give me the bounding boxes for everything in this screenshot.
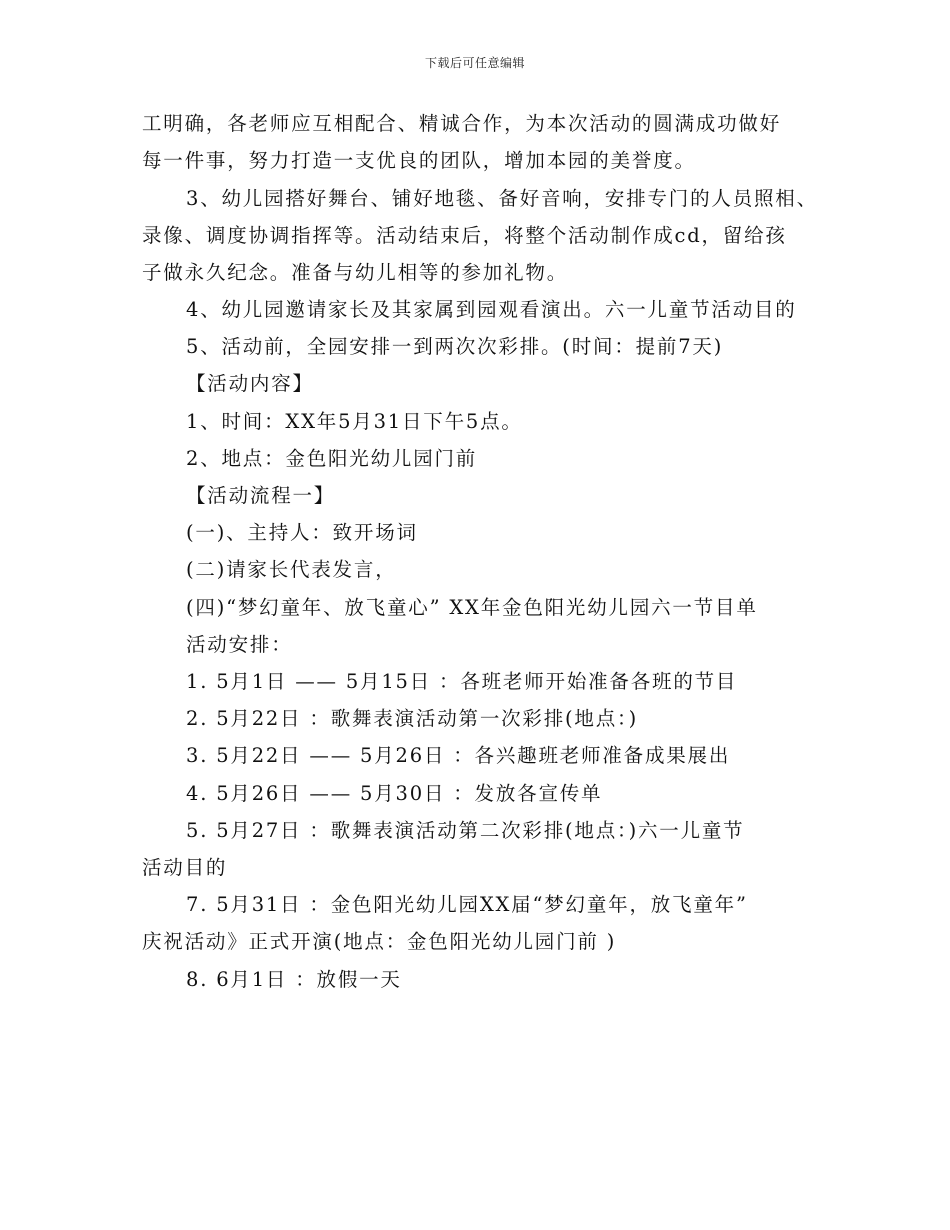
paragraph-line: 4、幼儿园邀请家长及其家属到园观看演出。六一儿童节活动目的 [186, 298, 797, 321]
paragraph-line: (四)“梦幻童年、放飞童心” XX年金色阳光幼儿园六一节目单 [186, 596, 758, 619]
paragraph-line: 庆祝活动》正式开演(地点：金色阳光幼儿园门前 ) [142, 930, 617, 953]
paragraph-line: 5、活动前，全园安排一到两次次彩排。(时间：提前7天) [186, 335, 724, 358]
schedule-item: 1. 5月1日 —— 5月15日 ：各班老师开始准备各班的节目 [186, 670, 738, 693]
section-heading: 【活动流程一】 [186, 484, 336, 507]
paragraph-line: 工明确，各老师应互相配合、精诚合作，为本次活动的圆满成功做好 [142, 112, 782, 135]
schedule-item: 3. 5月22日 —— 5月26日 ：各兴趣班老师准备成果展出 [186, 744, 731, 767]
paragraph-line: 子做永久纪念。准备与幼儿相等的参加礼物。 [142, 261, 569, 284]
schedule-item: 4. 5月26日 —— 5月30日 ：发放各宣传单 [186, 782, 603, 805]
paragraph-line: (二)请家长代表发言， [186, 558, 397, 581]
section-heading: 【活动内容】 [186, 372, 314, 395]
paragraph-line: 活动安排： [186, 633, 293, 656]
schedule-item: 5. 5月27日 ：歌舞表演活动第二次彩排(地点：)六一儿童节 [186, 819, 745, 842]
schedule-item: 8. 6月1日 ：放假一天 [186, 968, 402, 991]
schedule-item: 7. 5月31日 ：金色阳光幼儿园XX届“梦幻童年，放飞童年” [186, 893, 748, 916]
schedule-item: 2. 5月22日 ：歌舞表演活动第一次彩排(地点：) [186, 707, 638, 730]
page-header-note: 下载后可任意编辑 [424, 56, 525, 70]
paragraph-line: 活动目的 [142, 856, 228, 879]
paragraph-line: 3、幼儿园搭好舞台、铺好地毯、备好音响，安排专门的人员照相、 [186, 187, 818, 210]
paragraph-line: 1、时间：XX年5月31日下午5点。 [186, 410, 523, 433]
paragraph-line: 2、地点：金色阳光幼儿园门前 [186, 447, 478, 470]
paragraph-line: (一)、主持人：致开场词 [186, 521, 418, 544]
paragraph-line: 录像、调度协调指挥等。活动结束后，将整个活动制作成cd，留给孩 [142, 224, 787, 247]
paragraph-line: 每一件事，努力打造一支优良的团队，增加本园的美誉度。 [142, 149, 696, 172]
